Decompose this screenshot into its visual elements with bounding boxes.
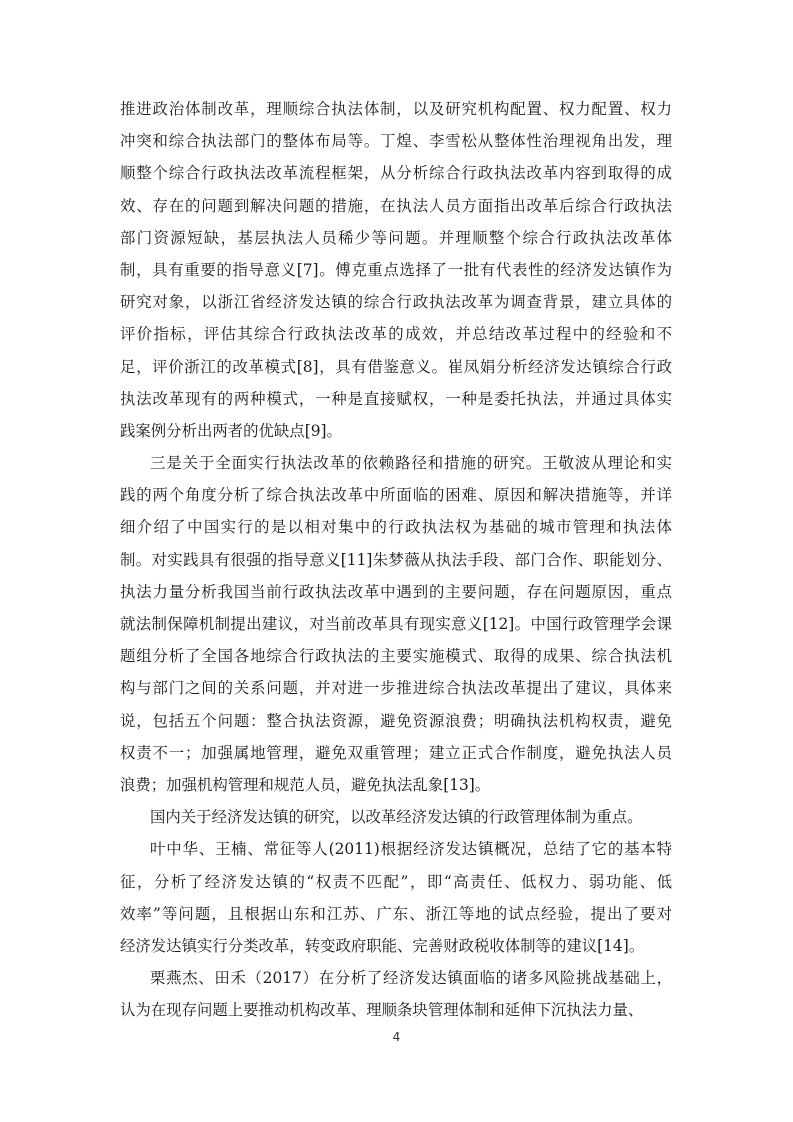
- paragraph: [120, 447, 672, 801]
- text-line: 评价指标，评估其综合行政执法改革的成效，并总结改革过程中的经验和不: [120, 325, 672, 344]
- text-line: 足，评价浙江的改革模式[8]，具有借鉴意义。崔凤娟分析经济发达镇综合行政: [120, 357, 672, 376]
- text-line: 效率”等问题，且根据山东和江苏、广东、浙江等地的试点经验，提出了要对: [120, 904, 672, 923]
- text-line: 执法改革现有的两种模式，一种是直接赋权，一种是委托执法，并通过具体实: [120, 389, 672, 408]
- text-line: 说，包括五个问题：整合执法资源，避免资源浪费；明确执法机构权责，避免: [120, 711, 672, 730]
- text-line: 权责不一；加强属地管理，避免双重管理；建立正式合作制度，避免执法人员: [120, 743, 672, 762]
- page-number: 4: [392, 1030, 401, 1044]
- document-body: [120, 93, 672, 1026]
- text-line: 就法制保障机制提出建议，对当前改革具有现实意义[12]。中国行政管理学会课: [120, 615, 672, 633]
- paragraph: [120, 93, 672, 447]
- text-line: 国内关于经济发达镇的研究，以改革经济发达镇的行政管理体制为重点。: [150, 808, 643, 827]
- text-line: 三是关于全面实行执法改革的依赖路径和措施的研究。王敬波从理论和实: [150, 454, 672, 473]
- text-line: 征，分析了经济发达镇的“权责不匹配”，即“高责任、低权力、弱功能、低: [120, 872, 672, 891]
- text-line: 认为在现存问题上要推动机构改革、理顺条块管理体制和延伸下沉执法力量、: [120, 1001, 644, 1020]
- text-line: 执法力量分析我国当前行政执法改革中遇到的主要问题，存在问题原因，重点: [120, 582, 672, 601]
- text-line: 叶中华、王楠、常征等人(2011)根据经济发达镇概况，总结了它的基本特: [150, 840, 672, 859]
- text-line: 冲突和综合执法部门的整体布局等。丁煌、李雪松从整体性治理视角出发，理: [120, 132, 672, 151]
- text-line: 构与部门之间的关系问题，并对进一步推进综合执法改革提出了建议，具体来: [120, 679, 672, 698]
- text-line: 顺整个综合行政执法改革流程框架，从分析综合行政执法改革内容到取得的成: [120, 164, 672, 183]
- text-line: 制，具有重要的指导意义[7]。傅克重点选择了一批有代表性的经济发达镇作为: [120, 260, 672, 279]
- text-line: 细介绍了中国实行的是以相对集中的行政执法权为基础的城市管理和执法体: [120, 518, 672, 537]
- paragraph: [120, 801, 672, 833]
- text-line: 经济发达镇实行分类改革，转变政府职能、完善财政税收体制等的建议[14]。: [120, 936, 645, 955]
- paragraph: [120, 833, 672, 962]
- text-line: 效、存在的问题到解决问题的措施，在执法人员方面指出改革后综合行政执法: [120, 196, 672, 215]
- text-line: 制。对实践具有很强的指导意义[11]朱梦薇从执法手段、部门合作、职能划分、: [120, 550, 672, 569]
- text-line: 栗燕杰、田禾（2017）在分析了经济发达镇面临的诸多风险挑战基础上，: [150, 969, 672, 988]
- text-line: 浪费；加强机构管理和规范人员，避免执法乱象[13]。: [120, 775, 491, 794]
- text-line: 题组分析了全国各地综合行政执法的主要实施模式、取得的成果、综合执法机: [120, 647, 672, 666]
- paragraph: [120, 962, 672, 1026]
- text-line: 部门资源短缺，基层执法人员稀少等问题。并理顺整个综合行政执法改革体: [120, 228, 672, 247]
- text-line: 践的两个角度分析了综合执法改革中所面临的困难、原因和解决措施等，并详: [120, 486, 672, 505]
- text-line: 推进政治体制改革，理顺综合执法体制，以及研究机构配置、权力配置、权力: [120, 100, 672, 118]
- text-line: 研究对象，以浙江省经济发达镇的综合行政执法改革为调查背景，建立具体的: [120, 293, 672, 312]
- text-line: 践案例分析出两者的优缺点[9]。: [120, 421, 342, 440]
